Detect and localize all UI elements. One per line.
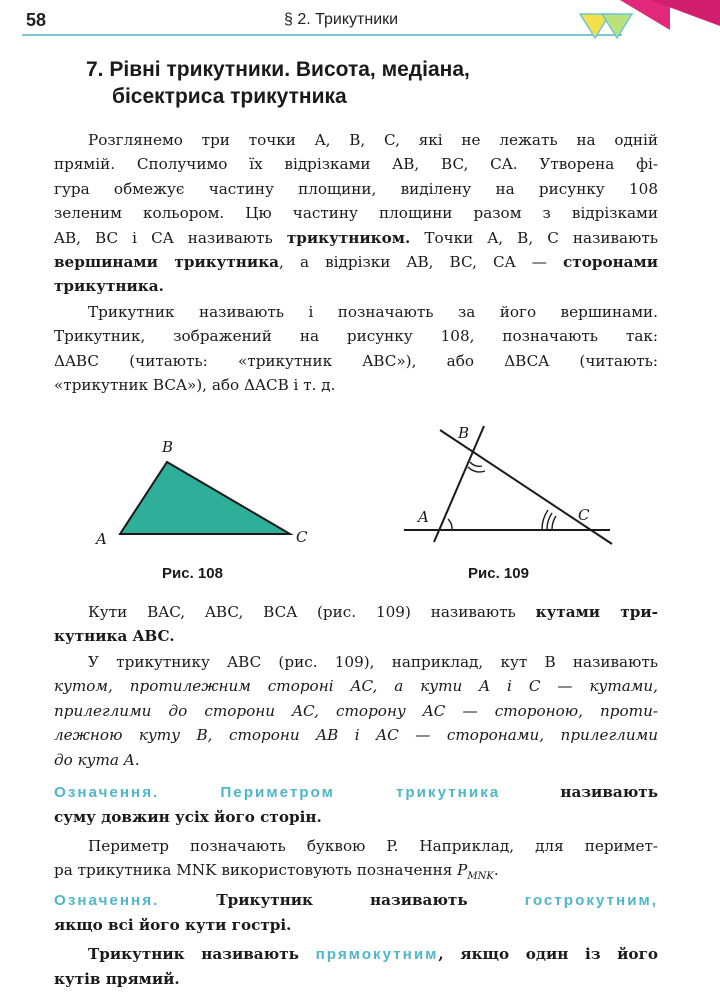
- header-rule: [22, 34, 622, 36]
- def2-line1: Означення. Трикутник називають гострокутним,: [54, 891, 658, 909]
- p4-line2: кутом, протилежним стороні AC, а кути A і C — кутами,: [54, 677, 658, 696]
- triangle-abc-fill: [120, 462, 290, 534]
- p1-line3: гура обмежує частину площини, виділену на рисунку 108: [54, 179, 658, 198]
- fig108-label-c: C: [296, 528, 308, 546]
- section-title: § 2. Трикутники: [284, 11, 399, 28]
- p1-line6: вершинами трикутника, а відрізки AB, BC, CA — сторонами: [54, 253, 658, 272]
- chapter-title-line2: бісектриса трикутника: [112, 85, 347, 108]
- p1-line5: AB, BC і CA називають трикутником. Точки A, B, C називають: [54, 228, 658, 247]
- p1-line1: Розглянемо три точки A, B, C, які не лежать на одній: [88, 131, 658, 149]
- angle-b-arc1: [470, 462, 482, 466]
- p5-line2: ра трикутника MNK використовують позначення $P_{MNK}$.: [54, 861, 499, 883]
- p4-line4: лежною куту B, сторони AB і AC — сторонами, прилеглими: [54, 726, 658, 745]
- figure-108: [90, 430, 330, 555]
- def1-line2: суму довжин усіх його сторін.: [54, 808, 322, 827]
- fig108-caption: Рис. 108: [162, 565, 223, 582]
- page-number: 58: [26, 10, 47, 30]
- p4-line1: У трикутнику ABC (рис. 109), наприклад, кут B називають: [88, 653, 658, 671]
- fig109-caption: Рис. 109: [468, 565, 529, 582]
- def1-line1: Означення. Периметром трикутника називають: [54, 783, 659, 801]
- header-decoration: [560, 0, 720, 42]
- chapter-title: [86, 56, 470, 110]
- paragraph-5: [54, 834, 658, 890]
- line-bc: [440, 430, 612, 544]
- def3-line2: кутів прямий.: [54, 970, 180, 989]
- p2-line2: Трикутник, зображений на рисунку 108, позначають так:: [54, 327, 658, 346]
- p1-line7: трикутника.: [54, 277, 164, 296]
- fig109-label-c: C: [578, 506, 590, 524]
- p2-line1: Трикутник називають і позначають за його вершинами.: [88, 303, 658, 321]
- definition-right: [54, 942, 658, 992]
- p4-line5: до кута A.: [54, 750, 140, 769]
- chapter-title-line1: 7. Рівні трикутники. Висота, медіана,: [86, 58, 470, 81]
- paragraph-2: [54, 300, 658, 398]
- fig109-label-b: B: [458, 424, 470, 442]
- fig109-label-a: A: [418, 508, 429, 526]
- p2-line3: ΔABC (читають: «трикутник ABC»), або ΔBCA (читають:: [54, 351, 658, 370]
- page-header: [0, 0, 720, 42]
- p3-line2: кутника ABC.: [54, 627, 175, 646]
- angle-c-arc2: [547, 513, 552, 530]
- fig108-label-a: A: [96, 530, 107, 548]
- p2-line4: «трикутник BCA»), або ΔACB і т. д.: [54, 376, 336, 395]
- angle-a-arc: [448, 519, 452, 530]
- p5-line1: Периметр позначають буквою P. Наприклад, для перимет-: [88, 837, 658, 855]
- p1-line4: зеленим кольором. Цю частину площини разом з відрізками: [54, 204, 658, 223]
- definition-acute: [54, 888, 658, 938]
- paragraph-3: [54, 600, 658, 649]
- fig108-label-b: B: [162, 438, 174, 456]
- p1-line2: прямій. Сполучимо їх відрізками AB, BC, CA. Утворена фі-: [54, 155, 658, 174]
- paragraph-1: [54, 128, 658, 299]
- def2-line2: якщо всі його кути гострі.: [54, 916, 292, 935]
- def3-line1: Трикутник називають прямокутним, якщо один із його: [88, 945, 659, 963]
- figure-109: [398, 420, 628, 550]
- angle-b-arc2: [468, 467, 485, 472]
- paragraph-4: [54, 650, 658, 772]
- definition-perimeter: [54, 780, 658, 830]
- p4-line3: прилеглими до сторони AC, сторону AC — стороною, проти-: [54, 701, 658, 720]
- angle-c-arc1: [552, 516, 556, 530]
- p3-line1: Кути BAC, ABC, BCA (рис. 109) називають кутами три-: [88, 603, 658, 621]
